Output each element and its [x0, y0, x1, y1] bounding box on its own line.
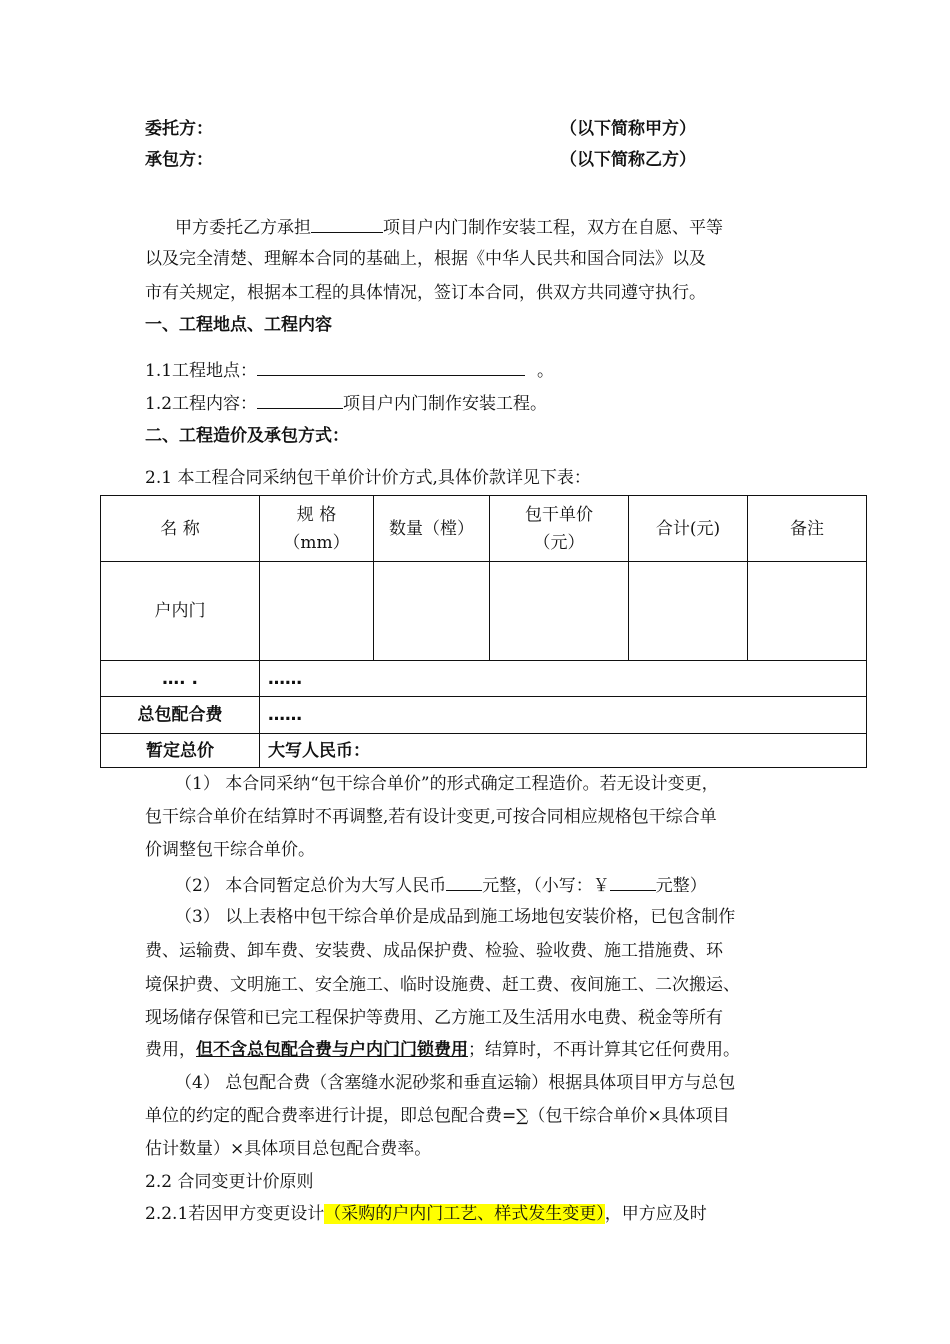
cell-total-label: 暂定总价 — [101, 734, 260, 768]
section-2-heading: 二、工程造价及承包方式： — [145, 426, 349, 446]
header-total: 合计(元) — [629, 496, 748, 562]
price-table — [100, 495, 867, 768]
cell-door: 户内门 — [101, 562, 260, 661]
para-3-line-4: 现场储存保管和已完工程保护等费用、乙方施工及生活用水电费、税金等所有 — [145, 1008, 723, 1028]
header-spec: 规 格 （mm） — [260, 496, 374, 562]
highlighted-note: （采购的户内门工艺、样式发生变更） — [324, 1204, 605, 1224]
section-2-item-1: 2.1 本工程合同采纳包干单价计价方式,具体价款详见下表： — [145, 468, 591, 488]
cell-total-value: 大写人民币： — [260, 734, 867, 768]
para-1-line-3: 价调整包干综合单价。 — [145, 840, 315, 860]
client-note: （以下简称甲方） — [560, 119, 696, 139]
contractor-label: 承包方： — [145, 150, 213, 170]
para-4-line-2: 单位的约定的配合费率进行计提，即总包配合费=∑（包干综合单价×具体项目 — [145, 1106, 730, 1126]
section-2-2: 2.2 合同变更计价原则 — [145, 1172, 314, 1192]
header-name: 名 称 — [101, 496, 260, 562]
para-3-line-5: 费用，但不含总包配合费与户内门门锁费用；结算时，不再计算其它任何费用。 — [145, 1040, 740, 1060]
cell-fee-label: 总包配合费 — [101, 697, 260, 734]
table-row — [101, 734, 867, 768]
intro-line-2: 以及完全清楚、理解本合同的基础上，根据《中华人民共和国合同法》以及 — [145, 249, 706, 269]
cell-etc-value: …… — [260, 661, 867, 697]
table-row — [101, 562, 867, 661]
para-1-line-1: （1） 本合同采纳“包干综合单价”的形式确定工程造价。若无设计变更， — [175, 774, 719, 794]
header-qty: 数量（樘） — [374, 496, 490, 562]
table-row — [101, 697, 867, 734]
section-2-2-1: 2.2.1若因甲方变更设计（采购的户内门工艺、样式发生变更），甲方应及时 — [145, 1204, 707, 1224]
table-row — [101, 661, 867, 697]
section-1-item-2: 1.2工程内容： 项目户内门制作安装工程。 — [145, 390, 547, 416]
para-1-line-2: 包干综合单价在结算时不再调整,若有设计变更,可按合同相应规格包干综合单 — [145, 807, 717, 827]
intro-line-1: 甲方委托乙方承担 项目户内门制作安装工程，双方在自愿、平等 — [175, 214, 723, 240]
excluded-fees-note: 但不含总包配合费与户内门门锁费用 — [196, 1040, 468, 1060]
intro-line-3: 市有关规定，根据本工程的具体情况，签订本合同，供双方共同遵守执行。 — [145, 283, 706, 303]
header-price: 包干单价 （元） — [490, 496, 629, 562]
para-3-line-1: （3） 以上表格中包干综合单价是成品到施工场地包安装价格，已包含制作 — [175, 907, 736, 927]
client-label: 委托方： — [145, 119, 213, 139]
section-1-item-1: 1.1工程地点： 。 — [145, 357, 554, 383]
para-3-line-3: 境保护费、文明施工、安全施工、临时设施费、赶工费、夜间施工、二次搬运、 — [145, 975, 740, 995]
cell-fee-value: …… — [260, 697, 867, 734]
contractor-note: （以下简称乙方） — [560, 150, 696, 170]
section-1-heading: 一、工程地点、工程内容 — [145, 315, 332, 335]
para-3-line-2: 费、运输费、卸车费、安装费、成品保护费、检验、验收费、施工措施费、环 — [145, 941, 723, 961]
header-note: 备注 — [748, 496, 867, 562]
para-2: （2） 本合同暂定总价为大写人民币 元整，（小写：￥ 元整） — [175, 872, 707, 898]
para-4-line-3: 估计数量）×具体项目总包配合费率。 — [145, 1139, 432, 1159]
para-4-line-1: （4） 总包配合费（含塞缝水泥砂浆和垂直运输）根据具体项目甲方与总包 — [175, 1073, 736, 1093]
cell-etc-label: …. . — [101, 661, 260, 697]
table-header-row — [101, 496, 867, 562]
